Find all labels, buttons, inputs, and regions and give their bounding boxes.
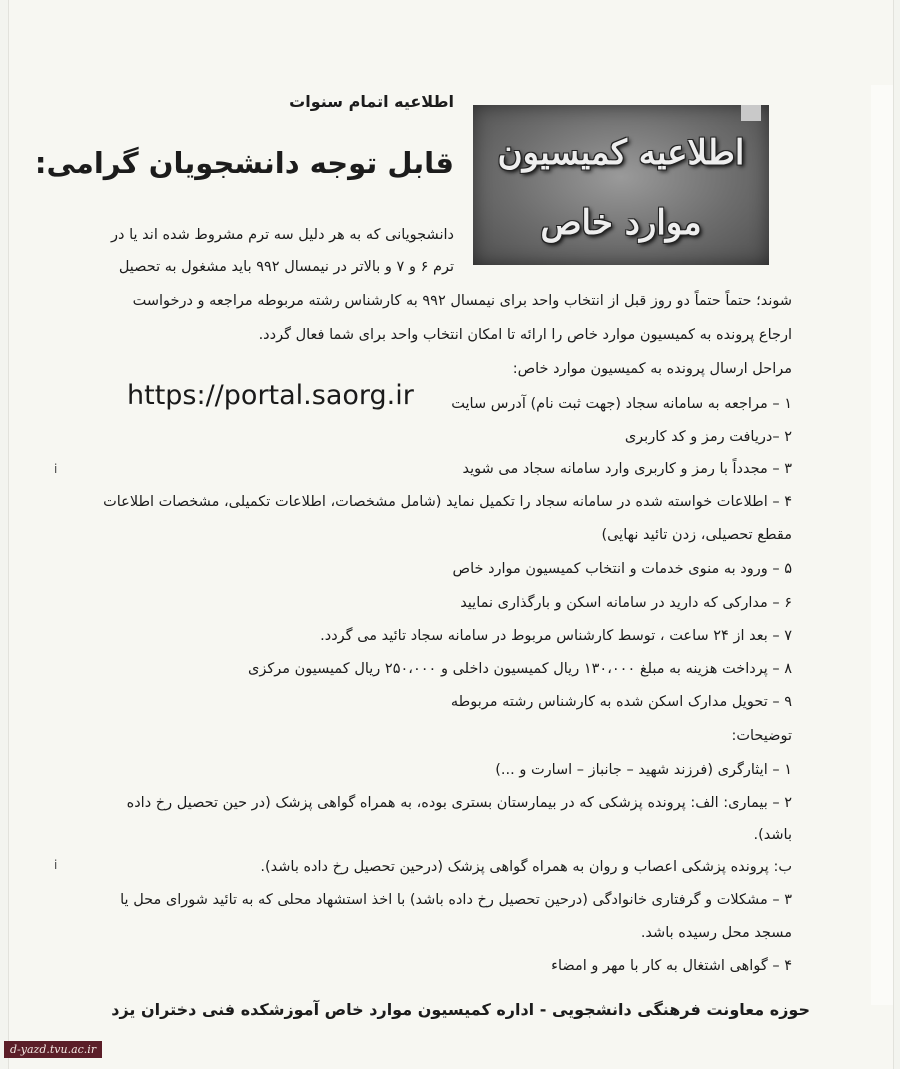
note-item: ۲ – بیماری: الف: پرونده پزشکی که در بیمارستان بستری بوده، به همراه گواهی پزشک (در حین تحصیل رخ داده (126, 795, 792, 811)
notes-heading: توضیحات: (731, 728, 792, 744)
note-item: ب: پرونده پزشکی اعصاب و روان به همراه گواهی پزشک (درحین تحصیل رخ داده باشد). (260, 859, 792, 875)
step-item: ۴ – اطلاعات خواسته شده در سامانه سجاد را تکمیل نماید (شامل مشخصات، اطلاعات تکمیلی، مشخصات اطلاعات (103, 494, 792, 510)
intro-line-2: ترم ۶ و ۷ و بالاتر در نیمسال ۹۹۲ باید مشغول به تحصیل (118, 259, 454, 275)
step-item: ۲ –دریافت رمز و کد کاربری (624, 429, 792, 445)
step-item: ۷ – بعد از ۲۴ ساعت ، توسط کارشناس مربوط در سامانه سجاد تائید می گردد. (320, 628, 792, 644)
footer-credit: حوزه معاونت فرهنگی دانشجویی - اداره کمیسیون موارد خاص آموزشکده فنی دختران یزد (111, 1000, 810, 1019)
step-item: ۹ – تحویل مدارک اسکن شده به کارشناس رشته مربوطه (450, 694, 792, 710)
step-item: ۸ – پرداخت هزینه به مبلغ ۱۳۰،۰۰۰ ریال کمیسیون داخلی و ۲۵۰،۰۰۰ ریال کمیسیون مرکزی (247, 661, 792, 677)
scan-mark: ⅰ (54, 462, 58, 476)
site-watermark: d-yazd.tvu.ac.ir (4, 1041, 102, 1058)
note-item-continued: مسجد محل رسیده باشد. (640, 925, 792, 941)
step-item: ۱ – مراجعه به سامانه سجاد (جهت ثبت نام) آدرس سایت (451, 396, 792, 412)
notice-title: قابل توجه دانشجویان گرامی: (34, 146, 454, 180)
body-line: ارجاع پرونده به کمیسیون موارد خاص را ارائه تا امکان انتخاب واحد برای شما فعال گردد. (258, 327, 792, 343)
note-item: ۴ – گواهی اشتغال به کار با مهر و امضاء (551, 958, 792, 974)
step-item: ۵ – ورود به منوی خدمات و انتخاب کمیسیون موارد خاص (452, 561, 792, 577)
announcement-banner (473, 105, 769, 265)
steps-heading: مراحل ارسال پرونده به کمیسیون موارد خاص: (512, 361, 792, 377)
banner-line-1: اطلاعیه کمیسیون (497, 133, 745, 173)
scan-edge (871, 85, 893, 1005)
body-line: شوند؛ حتماً حتماً دو روز قبل از انتخاب واحد برای نیمسال ۹۹۲ به کارشناس رشته مربوطه مراجعه و درخواست (132, 293, 792, 309)
scan-mark: ⅰ (54, 858, 58, 872)
portal-url: https://portal.saorg.ir (127, 380, 414, 411)
banner-tab (741, 105, 761, 121)
note-item: ۱ – ایثارگری (فرزند شهید – جانباز – اسارت و ...) (495, 762, 792, 778)
step-item-continued: مقطع تحصیلی، زدن تائید نهایی) (601, 527, 792, 543)
step-item: ۶ – مدارکی که دارید در سامانه اسکن و بارگذاری نمایید (460, 595, 792, 611)
notice-subtitle: اطلاعیه اتمام سنوات (289, 92, 454, 111)
step-item: ۳ – مجدداً با رمز و کاربری وارد سامانه سجاد می شوید (462, 461, 792, 477)
note-item-continued: باشد). (753, 827, 792, 843)
intro-line-1: دانشجویانی که به هر دلیل سه ترم مشروط شده اند یا در (111, 227, 454, 243)
banner-line-2: موارد خاص (540, 203, 702, 243)
note-item: ۳ – مشکلات و گرفتاری خانوادگی (درحین تحصیل رخ داده باشد) با اخذ استشهاد محلی که به تائید شورای محل یا (120, 892, 792, 908)
